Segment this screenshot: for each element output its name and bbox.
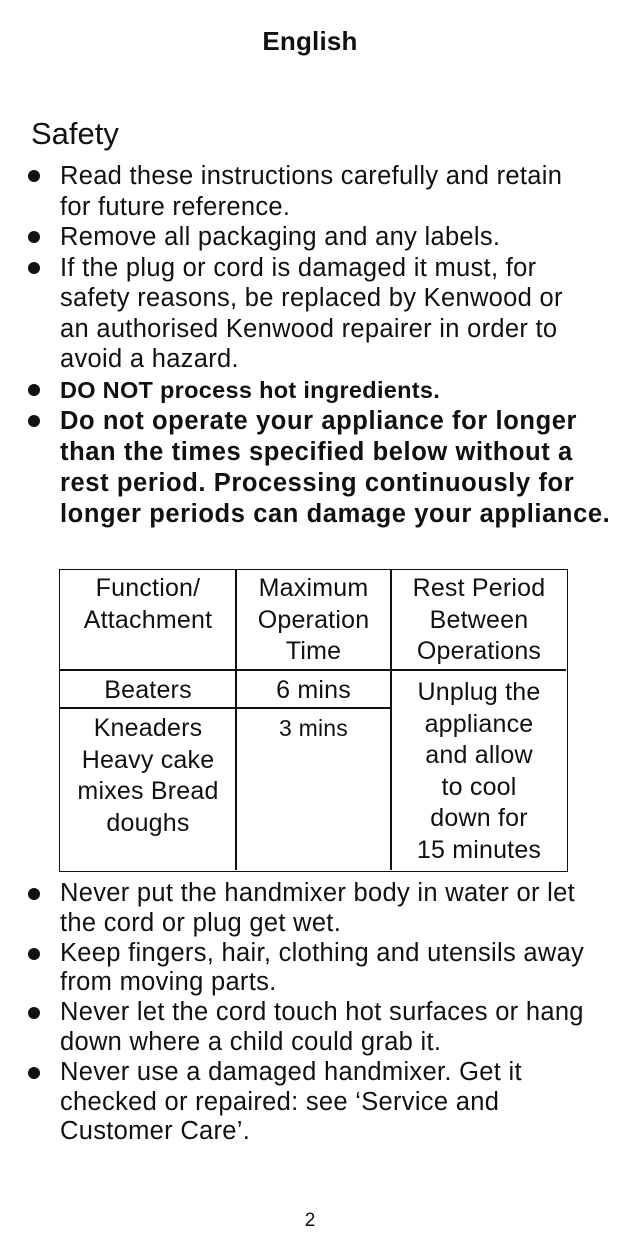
table-cell-time: 3 mins (279, 715, 348, 741)
list-item (26, 161, 570, 222)
table-cell-time: 6 mins (276, 676, 351, 704)
list-item-text: If the plug or cord is damaged it must, for safety reasons, be replaced by Kenwood or an authorised Kenwood repairer in order to avoid a hazard. (60, 253, 563, 373)
operation-time-table (59, 569, 568, 872)
bullet-icon (28, 262, 40, 274)
bullet-icon (28, 170, 40, 182)
table-cell-function: Kneaders Heavy cake mixes Bread doughs (77, 714, 219, 837)
list-item-text: Do not operate your appliance for longer than the times specified below without a rest period. Processing continuously for longer periods can damage your appliance. (60, 406, 611, 529)
list-item-text: Never put the handmixer body in water or let the cord or plug get wet. (60, 879, 575, 937)
list-item (26, 406, 616, 531)
list-item-text: Read these instructions carefully and retain for future reference. (60, 162, 563, 221)
table-header: Function/ Attachment (83, 574, 213, 634)
bullet-icon (28, 415, 40, 427)
list-item-text: Never let the cord touch hot surfaces or hang down where a child could grab it. (60, 998, 584, 1056)
list-item (26, 375, 596, 406)
list-item (26, 998, 596, 1058)
bullet-icon (28, 1067, 40, 1079)
table-header: Rest Period Between Operations (412, 574, 546, 665)
safety-list-top (26, 161, 611, 531)
list-item (26, 222, 596, 253)
list-item (26, 939, 596, 999)
language-heading: English (262, 26, 358, 56)
bullet-icon (28, 948, 40, 960)
bullet-icon (28, 888, 40, 900)
safety-list-bottom (26, 879, 596, 1147)
list-item-text: Keep fingers, hair, clothing and utensils away from moving parts. (60, 938, 585, 997)
list-item (26, 879, 596, 939)
list-item (26, 253, 580, 375)
bullet-icon (28, 384, 40, 396)
bullet-icon (28, 231, 40, 243)
page-number: 2 (304, 1210, 316, 1231)
table-cell-rest-period: Unplug the appliance and allow to cool down for 15 minutes (416, 678, 542, 864)
table-divider (60, 669, 566, 671)
list-item-text: Never use a damaged handmixer. Get it checked or repaired: see ‘Service and Customer Care’. (60, 1057, 522, 1146)
list-item-text: Remove all packaging and any labels. (60, 223, 501, 251)
list-item (26, 1058, 596, 1147)
list-item-text: DO NOT process hot ingredients. (60, 376, 441, 403)
table-header: Maximum Operation Time (257, 574, 370, 665)
table-cell-function: Beaters (104, 676, 192, 704)
section-title: Safety (31, 116, 119, 151)
table-divider (60, 707, 392, 709)
bullet-icon (28, 1007, 40, 1019)
